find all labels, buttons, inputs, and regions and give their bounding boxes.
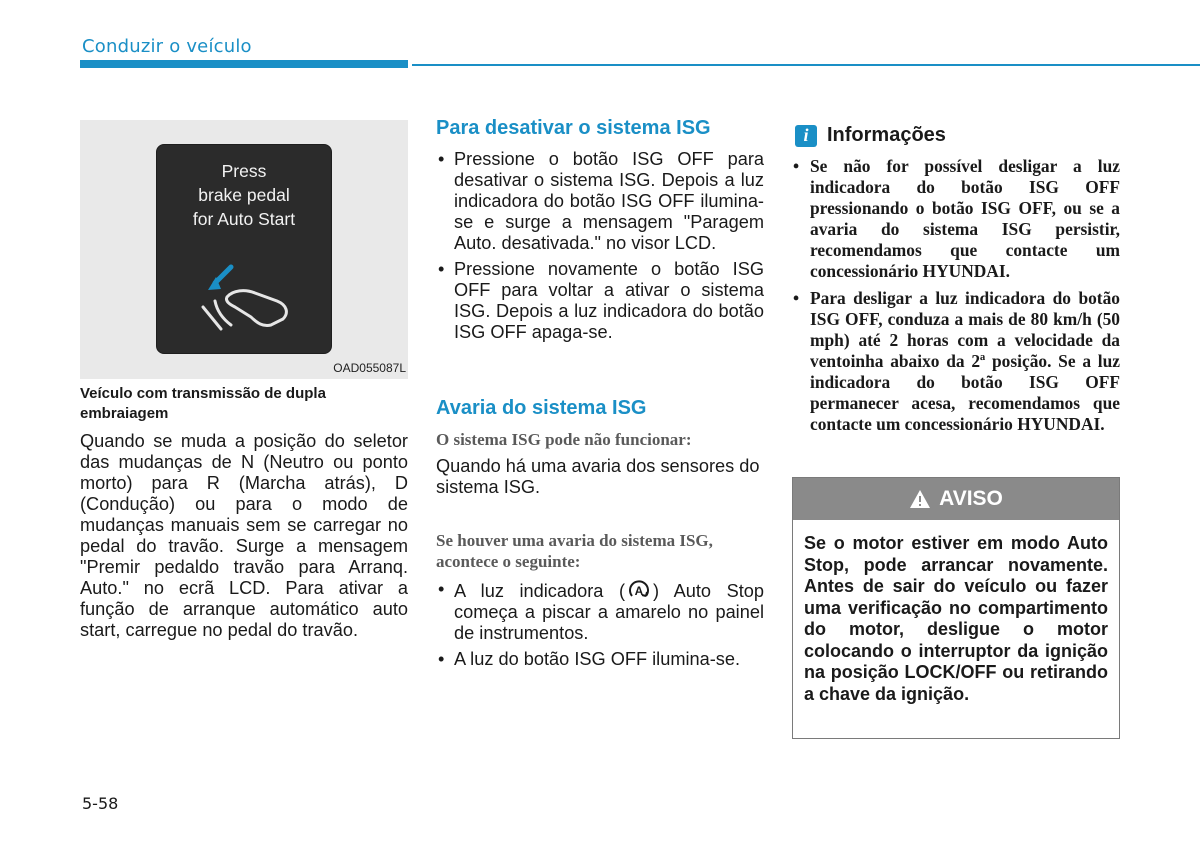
figure-code: OAD055087L (333, 361, 406, 375)
warning-title: AVISO (939, 487, 1003, 510)
list-item: • A luz do botão ISG OFF ilumina-se. (436, 649, 764, 670)
display-line: Press (221, 161, 267, 181)
header-rule-thick (80, 60, 408, 68)
info-title: Informações (827, 124, 946, 146)
fault-text: Quando há uma avaria dos sensores do sistema ISG. (436, 456, 760, 497)
display-line: for Auto Start (192, 209, 296, 229)
warning-header (793, 478, 1119, 520)
disable-isg-list (436, 149, 764, 348)
svg-text:A: A (634, 584, 644, 598)
info-icon: i (795, 125, 817, 147)
figure-caption: Veículo com transmissão de dupla embraiagem (80, 385, 326, 422)
list-item-text: A luz indicadora ( (454, 581, 626, 601)
list-item (436, 579, 764, 644)
warning-triangle-icon (909, 489, 931, 509)
info-header (795, 124, 946, 147)
header-rule-thin (412, 64, 1200, 66)
page-number: 5-58 (82, 794, 119, 813)
cluster-display (156, 144, 332, 354)
list-item: • Pressione o botão ISG OFF para desativar o sistema ISG. Depois a luz indicadora do botão ISG OFF ilumina-se e surge a mensagem "Paragem Auto. desativada." no visor LCD. (436, 149, 764, 254)
brake-pedal-foot-icon (197, 263, 297, 333)
fault-effects-list (436, 579, 764, 675)
display-line: brake pedal (198, 185, 290, 205)
warning-text: Se o motor estiver em modo Auto Stop, pode arrancar novamente. Antes de sair do veículo ou fazer uma verificação no compartimento do motor, desligue o motor colocando o interruptor da ignição na posição LOCK/OFF ou retirando a chave da ignição. (804, 533, 1108, 704)
figure (80, 120, 408, 379)
list-item: • Se não for possível desligar a luz indicadora do botão ISG OFF pressionando o botão ISG OFF, ou se a avaria do sistema ISG persistir, recomendamos que contacte um concessionário HYUNDAI. (792, 156, 1120, 282)
list-item-text: ) Auto Stop começa a piscar a amarelo no painel de instrumentos. (454, 581, 764, 643)
heading-disable-isg: Para desativar o sistema ISG (436, 117, 711, 139)
info-list (792, 156, 1120, 441)
fault-subheading-2: Se houver uma avaria do sistema ISG, acontece o seguinte: (436, 531, 713, 571)
warning-box (792, 477, 1120, 739)
list-item: • Pressione novamente o botão ISG OFF para voltar a ativar o sistema ISG. Depois a luz indicadora do botão ISG OFF apaga-se. (436, 259, 764, 343)
auto-stop-a-icon (627, 579, 651, 601)
fault-subheading: O sistema ISG pode não funcionar: (436, 430, 692, 449)
list-item: • Para desligar a luz indicadora do botão ISG OFF, conduza a mais de 80 km/h (50 mph) até 2 horas com a velocidade da ventoinha abaixo da 2ª posição. Se a luz indicadora do botão ISG OFF permanecer acesa, recomendamos que contacte um concessionário HYUNDAI. (792, 288, 1120, 435)
section-title: Conduzir o veículo (82, 36, 252, 57)
display-message (157, 159, 331, 231)
heading-isg-fault: Avaria do sistema ISG (436, 397, 647, 419)
body-paragraph: Quando se muda a posição do seletor das mudanças de N (Neutro ou ponto morto) para R (Marcha atrás), D (Condução) ou para o modo de mudanças manuais sem se carregar no pedal do travão. Surge a mensagem "Premir pedaldo travão para Arranq. Auto." no ecrã LCD. Para ativar a função de arranque automático auto start, carregue no pedal do travão. (80, 431, 408, 640)
